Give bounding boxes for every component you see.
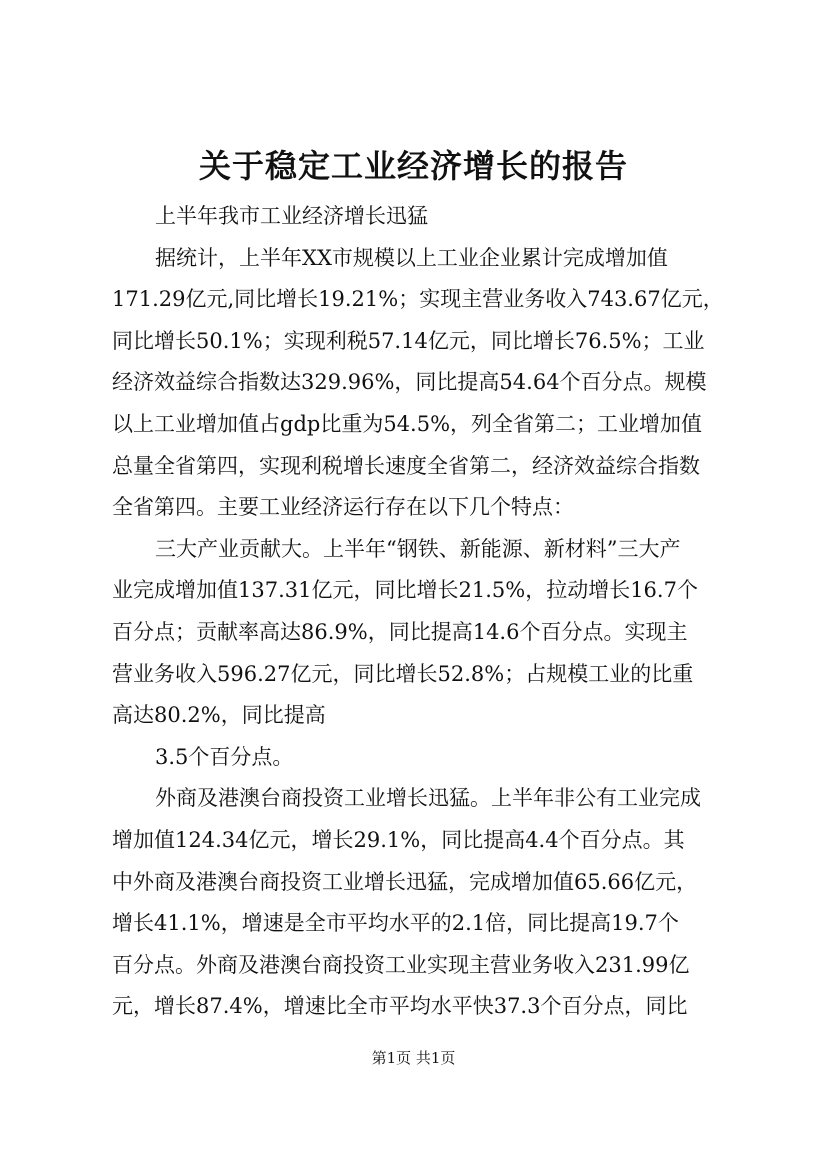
document-body <box>112 196 728 1028</box>
paragraph-percentage-points <box>112 737 728 779</box>
paragraph-three-industries <box>112 529 728 737</box>
text-line: 据统计，上半年XX市规模以上工业企业累计完成增加值 <box>155 245 668 270</box>
paragraph-foreign-investment <box>112 778 728 1028</box>
text-line: 业完成增加值137.31亿元，同比增长21.5%，拉动增长16.7个 <box>112 578 698 603</box>
paragraph-overview <box>112 238 728 529</box>
text-line: 外商及港澳台商投资工业增长迅猛。上半年非公有工业完成 <box>155 786 701 811</box>
text-line: 全省第四。主要工业经济运行存在以下几个特点： <box>112 495 574 520</box>
text-line: 百分点。外商及港澳台商投资工业实现主营业务收入231.99亿 <box>112 952 690 977</box>
section-heading <box>112 196 728 238</box>
text-line: 经济效益综合指数达329.96%，同比提高54.64个百分点。规模 <box>112 370 707 395</box>
text-line: 中外商及港澳台商投资工业增长迅猛，完成增加值65.66亿元， <box>112 869 698 894</box>
text-line: 高达80.2%，同比提高 <box>112 703 326 728</box>
text-line: 增加值124.34亿元，增长29.1%，同比提高4.4个百分点。其 <box>112 827 685 852</box>
document-title: 关于稳定工业经济增长的报告 <box>198 147 628 185</box>
text-line: 营业务收入596.27亿元，同比增长52.8%；占规模工业的比重 <box>112 661 694 686</box>
text-line: 百分点；贡献率高达86.9%，同比提高14.6个百分点。实现主 <box>112 619 688 644</box>
text-line: 以上工业增加值占gdp比重为54.5%，列全省第二；工业增加值 <box>112 411 703 436</box>
text-line: 同比增长50.1%；实现利税57.14亿元，同比增长76.5%；工业 <box>112 328 705 353</box>
text-line: 171.29亿元,同比增长19.21%；实现主营业务收入743.67亿元， <box>112 287 724 312</box>
page-footer: 第1页 共1页 <box>371 1049 456 1067</box>
text-line: 增长41.1%，增速是全市平均水平的2.1倍，同比提高19.7个 <box>112 911 679 936</box>
text-line: 3.5个百分点。 <box>155 744 294 769</box>
text-line: 元，增长87.4%，增速比全市平均水平快37.3个百分点，同比 <box>112 994 688 1019</box>
text-line: 三大产业贡献大。上半年“钢铁、新能源、新材料”三大产 <box>155 536 681 561</box>
text-line: 上半年我市工业经济增长迅猛 <box>155 204 428 228</box>
text-line: 总量全省第四，实现利税增长速度全省第二，经济效益综合指数 <box>112 453 700 478</box>
